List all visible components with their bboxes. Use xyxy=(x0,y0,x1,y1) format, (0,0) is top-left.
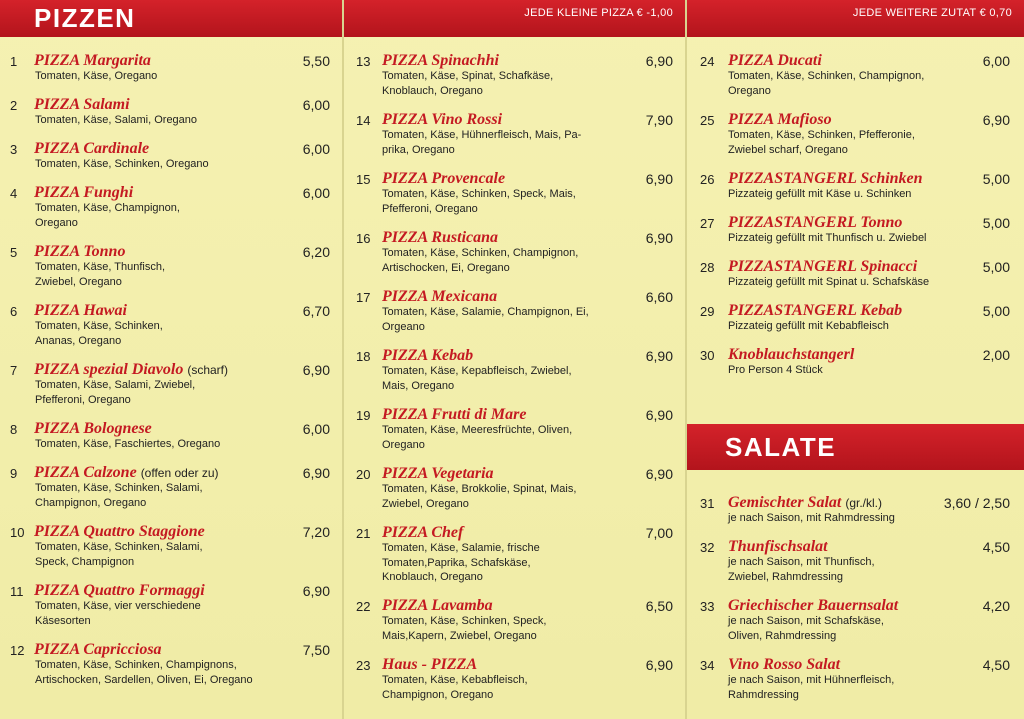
item-number: 18 xyxy=(356,349,371,364)
pizza-column-3 xyxy=(687,0,1024,719)
item-number: 26 xyxy=(700,172,715,187)
item-name-line xyxy=(34,52,151,70)
item-name-line xyxy=(382,52,499,70)
item-name-line xyxy=(382,347,473,365)
item-number: 11 xyxy=(10,584,24,599)
item-number: 14 xyxy=(356,113,371,128)
item-price: 6,90 xyxy=(302,583,330,599)
item-description: Tomaten, Käse, Schinken, Pfefferonie, Zwiebel scharf, Oregano xyxy=(728,129,915,156)
item-name: Thunfischsalat xyxy=(728,538,828,555)
item-price: 6,90 xyxy=(645,230,673,246)
item-price: 6,90 xyxy=(645,657,673,673)
item-name-line xyxy=(382,229,498,247)
item-note: (scharf) xyxy=(187,363,228,377)
pizzen-banner xyxy=(0,0,342,37)
item-name: PIZZA Margarita xyxy=(34,52,151,69)
item-price: 4,20 xyxy=(982,598,1010,614)
item-number: 32 xyxy=(700,540,715,555)
item-price: 7,90 xyxy=(645,112,673,128)
item-price: 6,00 xyxy=(302,421,330,437)
item-description: Tomaten, Käse, Kebabfleisch, Champignon, Oregano xyxy=(382,674,528,701)
extra-topping-note: JEDE WEITERE ZUTAT € 0,70 xyxy=(852,7,1012,19)
item-number: 1 xyxy=(10,54,18,69)
item-number: 21 xyxy=(356,526,371,541)
item-name-line xyxy=(382,524,463,542)
item-price: 6,00 xyxy=(302,97,330,113)
item-description: Tomaten, Käse, Schinken, Champignon, Artischocken, Ei, Oregano xyxy=(382,247,579,274)
item-name-line xyxy=(728,302,902,320)
item-name-line xyxy=(34,420,152,438)
item-name: PIZZA Kebab xyxy=(382,347,474,364)
item-number: 23 xyxy=(356,658,371,673)
item-number: 31 xyxy=(700,496,715,511)
item-name: PIZZA Mexicana xyxy=(382,288,498,305)
item-description: Tomaten, Käse, Thunfisch, Zwiebel, Oregano xyxy=(35,261,166,288)
item-price: 6,20 xyxy=(302,244,330,260)
item-name: PIZZA Capricciosa xyxy=(34,641,162,658)
item-name-line xyxy=(728,494,882,512)
item-name-line xyxy=(382,170,505,188)
item-price: 6,90 xyxy=(645,53,673,69)
item-name: PIZZA Chef xyxy=(382,524,464,541)
item-description: Tomaten, Käse, Kepabfleisch, Zwiebel, Mais, Oregano xyxy=(382,365,572,392)
item-name: PIZZASTANGERL Spinacci xyxy=(728,258,918,275)
item-name-line xyxy=(382,288,497,306)
item-number: 22 xyxy=(356,599,371,614)
item-name: Gemischter Salat xyxy=(728,494,842,511)
item-number: 13 xyxy=(356,54,371,69)
item-name: PIZZA Salami xyxy=(34,96,130,113)
item-number: 6 xyxy=(10,304,18,319)
item-price: 5,50 xyxy=(302,53,330,69)
item-note: (gr./kl.) xyxy=(845,496,883,510)
item-name-line xyxy=(34,641,162,659)
item-description: je nach Saison, mit Schafskäse, Oliven, Rahmdressing xyxy=(728,615,884,642)
item-description: Pizzateig gefüllt mit Kebabfleisch xyxy=(728,320,889,332)
item-name-line xyxy=(34,464,219,482)
item-price: 6,90 xyxy=(302,465,330,481)
item-name: PIZZASTANGERL Kebab xyxy=(728,302,903,319)
item-description: Pizzateig gefüllt mit Spinat u. Schafskäse xyxy=(728,276,930,288)
item-price: 6,90 xyxy=(645,407,673,423)
item-description: Tomaten, Käse, Spinat, Schafkäse, Knoblauch, Oregano xyxy=(382,70,554,97)
item-name: PIZZA Calzone xyxy=(34,464,137,481)
item-price: 5,00 xyxy=(982,259,1010,275)
item-name-line xyxy=(34,302,127,320)
item-number: 7 xyxy=(10,363,18,378)
item-description: je nach Saison, mit Hühnerfleisch, Rahmdressing xyxy=(728,674,895,701)
item-name-line xyxy=(34,582,205,600)
item-description: Tomaten, Käse, Salami, Oregano xyxy=(35,114,198,126)
item-price: 6,90 xyxy=(982,112,1010,128)
item-price: 4,50 xyxy=(982,539,1010,555)
item-name-line xyxy=(34,96,130,114)
item-price: 7,00 xyxy=(645,525,673,541)
item-note: (offen oder zu) xyxy=(140,466,219,480)
item-description: Tomaten, Käse, Hühnerfleisch, Mais, Pa- prika, Oregano xyxy=(382,129,582,156)
pizza-column-1 xyxy=(0,0,342,719)
item-description: Pizzateig gefüllt mit Thunfisch u. Zwiebel xyxy=(728,232,927,244)
item-price: 7,20 xyxy=(302,524,330,540)
extra-topping-banner xyxy=(687,0,1024,37)
item-name: PIZZA Provencale xyxy=(382,170,506,187)
item-price: 2,00 xyxy=(982,347,1010,363)
item-name-line xyxy=(728,656,840,674)
item-number: 16 xyxy=(356,231,371,246)
item-number: 2 xyxy=(10,98,18,113)
item-number: 8 xyxy=(10,422,18,437)
item-number: 17 xyxy=(356,290,371,305)
item-description: Tomaten, Käse, Brokkolie, Spinat, Mais, Zwiebel, Oregano xyxy=(382,483,577,510)
item-name: PIZZA Funghi xyxy=(34,184,134,201)
item-name: PIZZA Rusticana xyxy=(382,229,499,246)
item-name-line xyxy=(34,243,125,261)
item-name: PIZZA Vino Rossi xyxy=(382,111,503,128)
item-name: PIZZA Lavamba xyxy=(382,597,493,614)
item-name-line xyxy=(382,597,493,615)
item-name-line xyxy=(728,52,822,70)
item-name: PIZZA Tonno xyxy=(34,243,126,260)
item-price: 5,00 xyxy=(982,215,1010,231)
item-description: Pizzateig gefüllt mit Käse u. Schinken xyxy=(728,188,912,200)
item-description: Tomaten, Käse, Schinken, Speck, Mais, Pfefferoni, Oregano xyxy=(382,188,576,215)
item-number: 28 xyxy=(700,260,715,275)
item-price: 7,50 xyxy=(302,642,330,658)
item-number: 4 xyxy=(10,186,18,201)
item-name: PIZZA Hawai xyxy=(34,302,127,319)
item-name: Haus - PIZZA xyxy=(382,656,478,673)
item-name-line xyxy=(728,346,854,364)
item-number: 3 xyxy=(10,142,18,157)
item-name: PIZZASTANGERL Schinken xyxy=(728,170,923,187)
item-name-line xyxy=(728,538,828,556)
item-description: Tomaten, Käse, vier verschiedene Käsesorten xyxy=(35,600,201,627)
item-number: 29 xyxy=(700,304,715,319)
item-description: Tomaten, Käse, Schinken, Speck, Mais,Kapern, Zwiebel, Oregano xyxy=(382,615,547,642)
small-pizza-banner xyxy=(344,0,685,37)
item-number: 30 xyxy=(700,348,715,363)
item-name: PIZZA Bolognese xyxy=(34,420,152,437)
item-name-line xyxy=(382,656,477,674)
item-number: 34 xyxy=(700,658,715,673)
item-name: PIZZA Quattro Formaggi xyxy=(34,582,205,599)
item-description: Tomaten, Käse, Champignon, Oregano xyxy=(35,202,180,229)
item-number: 24 xyxy=(700,54,715,69)
item-name: Knoblauchstangerl xyxy=(728,346,855,363)
item-price: 6,90 xyxy=(645,171,673,187)
item-name: PIZZA Spinachhi xyxy=(382,52,499,69)
item-description: Tomaten, Käse, Oregano xyxy=(35,70,158,82)
item-name-line xyxy=(34,184,133,202)
item-price: 6,00 xyxy=(302,185,330,201)
item-description: Tomaten, Käse, Salamie, frische Tomaten,Paprika, Schafskäse, Knoblauch, Oregano xyxy=(382,542,540,583)
salate-banner xyxy=(687,424,1024,470)
item-number: 12 xyxy=(10,643,25,658)
item-name-line xyxy=(728,597,898,615)
item-name: PIZZA Mafioso xyxy=(728,111,832,128)
item-description: Tomaten, Käse, Schinken, Champignon, Oregano xyxy=(728,70,925,97)
item-number: 9 xyxy=(10,466,18,481)
item-price: 6,50 xyxy=(645,598,673,614)
item-description: Tomaten, Käse, Salami, Zwiebel, Pfefferoni, Oregano xyxy=(35,379,196,406)
item-name-line xyxy=(728,214,902,232)
item-description: Tomaten, Käse, Schinken, Salami, Speck, Champignon xyxy=(35,541,203,568)
item-price: 6,00 xyxy=(982,53,1010,69)
item-description: Tomaten, Käse, Schinken, Salami, Champignon, Oregano xyxy=(35,482,203,509)
item-price: 6,70 xyxy=(302,303,330,319)
item-name: Griechischer Bauernsalat xyxy=(728,597,899,614)
item-name: PIZZASTANGERL Tonno xyxy=(728,214,903,231)
item-name: PIZZA Frutti di Mare xyxy=(382,406,527,423)
item-description: Tomaten, Käse, Salamie, Champignon, Ei, Orgeano xyxy=(382,306,589,333)
item-number: 5 xyxy=(10,245,18,260)
item-name-line xyxy=(728,258,917,276)
item-name-line xyxy=(34,140,149,158)
item-description: Tomaten, Käse, Schinken, Ananas, Oregano xyxy=(35,320,163,347)
item-name-line xyxy=(382,111,502,129)
item-name: PIZZA Quattro Staggione xyxy=(34,523,205,540)
item-price: 3,60 / 2,50 xyxy=(943,495,1010,511)
item-description: Pro Person 4 Stück xyxy=(728,364,823,376)
item-name: PIZZA Vegetaria xyxy=(382,465,494,482)
item-number: 10 xyxy=(10,525,25,540)
item-description: Tomaten, Käse, Schinken, Champignons, Artischocken, Sardellen, Oliven, Ei, Oregano xyxy=(35,659,253,686)
pizza-column-2 xyxy=(344,0,685,719)
item-name-line xyxy=(34,523,205,541)
item-name: PIZZA Cardinale xyxy=(34,140,150,157)
small-pizza-note: JEDE KLEINE PIZZA € -1,00 xyxy=(524,7,673,19)
section-title-salate: SALATE xyxy=(725,432,837,462)
section-title-pizzen: PIZZEN xyxy=(34,3,136,33)
item-description: je nach Saison, mit Rahmdressing xyxy=(728,512,895,524)
item-name: PIZZA Ducati xyxy=(728,52,822,69)
item-price: 6,00 xyxy=(302,141,330,157)
item-price: 4,50 xyxy=(982,657,1010,673)
item-price: 5,00 xyxy=(982,303,1010,319)
item-price: 6,60 xyxy=(645,289,673,305)
item-description: je nach Saison, mit Thunfisch, Zwiebel, Rahmdressing xyxy=(728,556,875,583)
item-name-line xyxy=(382,406,526,424)
item-number: 20 xyxy=(356,467,371,482)
item-name: Vino Rosso Salat xyxy=(728,656,841,673)
item-number: 27 xyxy=(700,216,715,231)
item-description: Tomaten, Käse, Faschiertes, Oregano xyxy=(35,438,221,450)
item-number: 15 xyxy=(356,172,371,187)
item-description: Tomaten, Käse, Meeresfrüchte, Oliven, Oregano xyxy=(382,424,573,451)
item-name-line xyxy=(382,465,494,483)
item-name: PIZZA spezial Diavolo xyxy=(34,361,184,378)
item-name-line xyxy=(728,111,832,129)
item-name-line xyxy=(728,170,923,188)
item-number: 19 xyxy=(356,408,371,423)
item-number: 33 xyxy=(700,599,715,614)
item-price: 5,00 xyxy=(982,171,1010,187)
item-name-line xyxy=(34,361,228,379)
item-price: 6,90 xyxy=(645,348,673,364)
item-number: 25 xyxy=(700,113,715,128)
item-price: 6,90 xyxy=(302,362,330,378)
item-description: Tomaten, Käse, Schinken, Oregano xyxy=(35,158,209,170)
item-price: 6,90 xyxy=(645,466,673,482)
